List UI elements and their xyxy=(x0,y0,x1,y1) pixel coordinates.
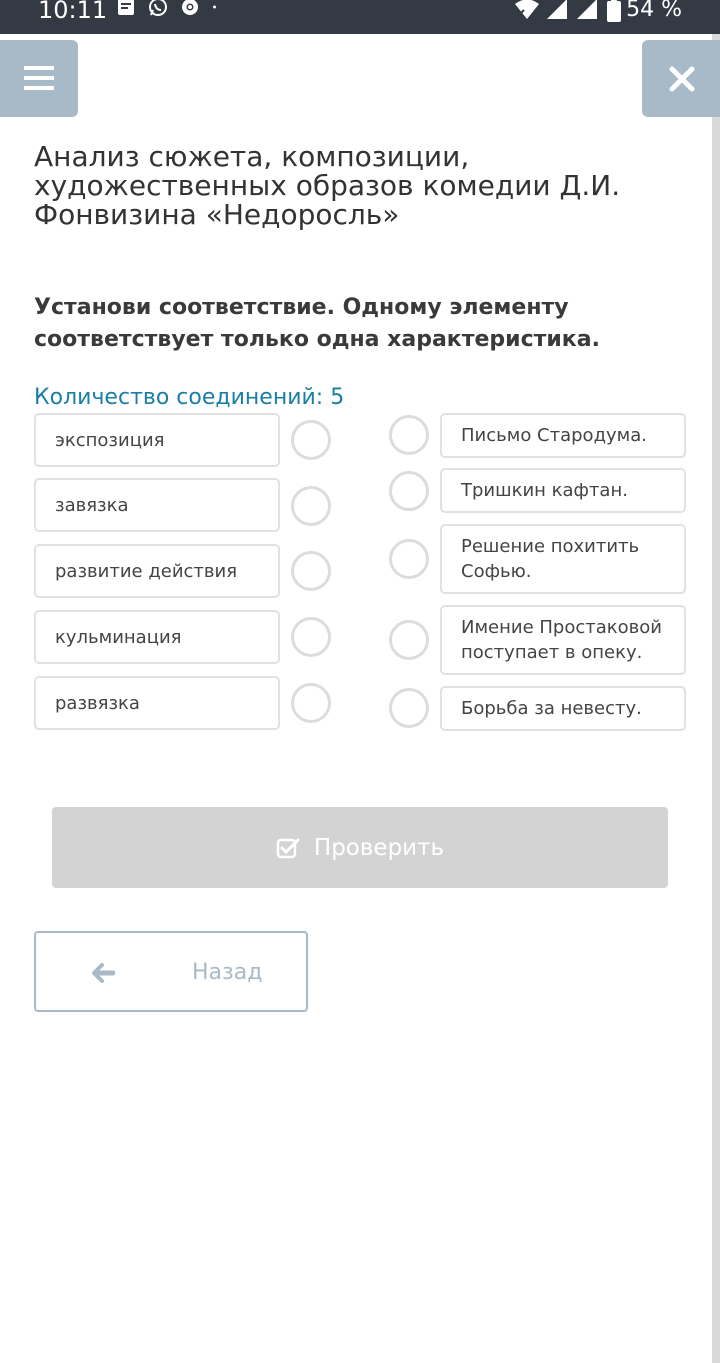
left-item-label: развязка xyxy=(55,692,140,714)
back-button-label: Назад xyxy=(192,960,263,985)
left-connector[interactable] xyxy=(291,420,331,460)
right-item-label: Имение Простаковой поступает в опеку. xyxy=(461,617,662,663)
close-button[interactable] xyxy=(642,40,720,117)
left-item-label: экспозиция xyxy=(55,429,165,451)
right-item[interactable] xyxy=(440,413,686,458)
dot-icon xyxy=(212,0,222,17)
notes-icon xyxy=(116,0,136,17)
back-button[interactable] xyxy=(34,931,308,1012)
task-instruction: Установи соответствие. Одному элементу соответствует только одна характеристика. xyxy=(34,295,600,352)
left-item-label: кульминация xyxy=(55,626,182,648)
left-item-label: завязка xyxy=(55,494,129,516)
left-item-plot[interactable] xyxy=(34,478,280,532)
signal-icon xyxy=(546,0,568,20)
menu-button[interactable] xyxy=(0,40,78,117)
left-item-exposition[interactable] xyxy=(34,413,280,467)
right-item[interactable] xyxy=(440,524,686,594)
left-item-resolution[interactable] xyxy=(34,676,280,730)
right-connector[interactable] xyxy=(389,620,429,660)
right-item[interactable] xyxy=(440,468,686,513)
status-bar xyxy=(0,0,720,34)
check-button-label: Проверить xyxy=(313,834,445,861)
close-icon xyxy=(669,66,695,92)
battery-percent: 54 % xyxy=(626,0,682,22)
battery-icon xyxy=(607,0,621,22)
page-title: Анализ сюжета, композиции, художественных образов комедии Д.И. Фонвизина «Недоросль» xyxy=(34,140,621,231)
connections-count: Количество соединений: 5 xyxy=(34,385,345,410)
left-connector[interactable] xyxy=(291,486,331,526)
chrome-icon xyxy=(180,0,200,17)
right-item-label: Письмо Стародума. xyxy=(461,425,648,446)
right-item[interactable] xyxy=(440,686,686,731)
checkbox-check-icon xyxy=(276,837,300,859)
right-item-label: Борьба за невесту. xyxy=(461,698,642,719)
check-button[interactable] xyxy=(52,807,668,888)
signal-icon xyxy=(576,0,598,20)
right-item-label: Тришкин кафтан. xyxy=(461,480,628,501)
wifi-icon xyxy=(514,0,540,20)
right-connector[interactable] xyxy=(389,539,429,579)
right-connector[interactable] xyxy=(389,471,429,511)
left-connector[interactable] xyxy=(291,617,331,657)
status-time: 10:11 xyxy=(38,0,108,24)
left-item-label: развитие действия xyxy=(55,560,238,582)
right-item-label: Решение похитить Софью. xyxy=(461,536,640,582)
right-item[interactable] xyxy=(440,605,686,675)
left-item-development[interactable] xyxy=(34,544,280,598)
whatsapp-icon xyxy=(148,0,168,17)
left-connector[interactable] xyxy=(291,683,331,723)
arrow-left-icon xyxy=(91,963,115,983)
left-connector[interactable] xyxy=(291,551,331,591)
right-connector[interactable] xyxy=(389,415,429,455)
left-item-climax[interactable] xyxy=(34,610,280,664)
scrollbar-track xyxy=(712,34,720,1363)
right-connector[interactable] xyxy=(389,688,429,728)
